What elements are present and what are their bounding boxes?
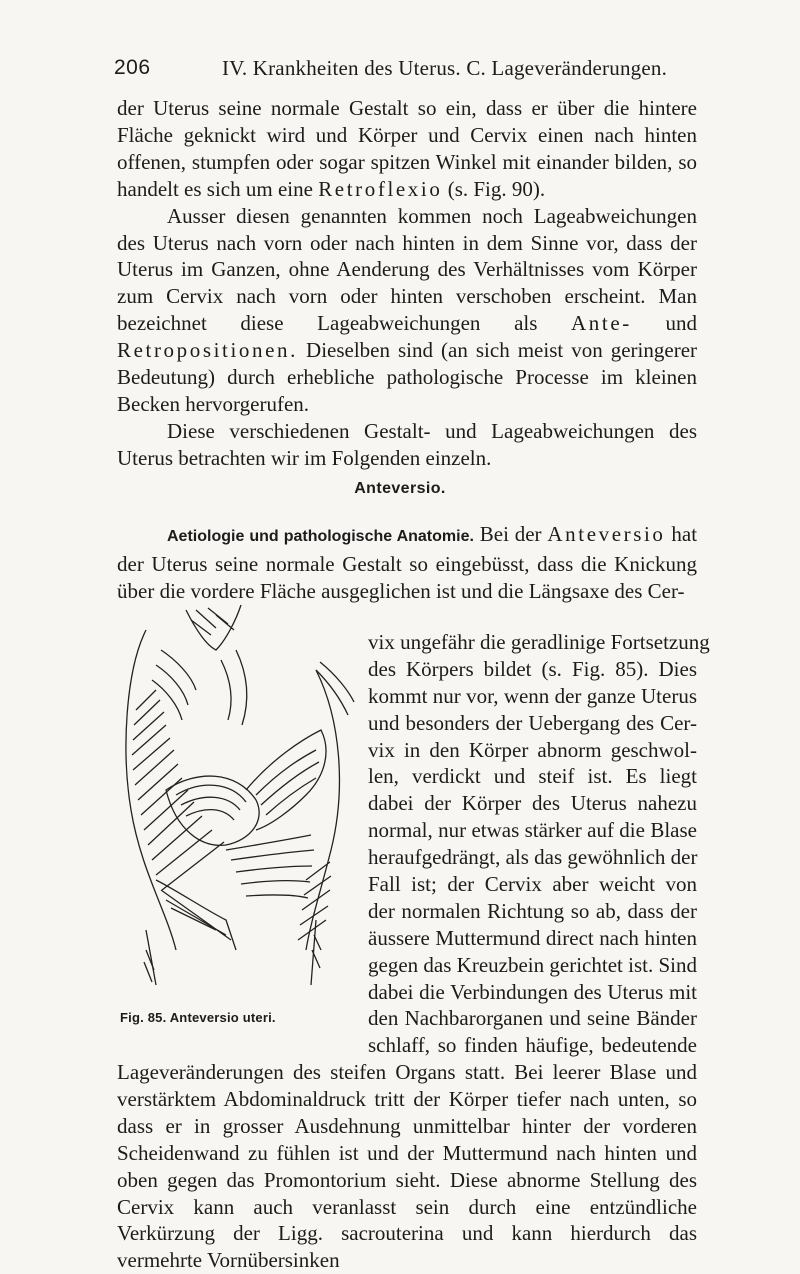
anatomical-engraving-icon: [116, 590, 356, 990]
paragraph-3: Diese verschiedenen Gestalt- und Lageabweichungen des Uterus betrachten wir im Folgenden einzeln.: [117, 418, 697, 470]
wrap-text: [368, 629, 710, 1059]
wrap-line: äussere Muttermund direct nach hinten: [368, 925, 697, 950]
figure-85: [116, 590, 356, 990]
wrap-line: Fall ist; der Cervix aber weicht von: [368, 872, 697, 897]
page-number: 206: [114, 56, 151, 79]
section-intro-paragraph: Aetiologie und pathologische Anatomie. Bei der Anteversio hat der Uterus seine normale Gestalt so eingebüsst, dass die Knickung über die vordere Fläche ausgeglichen ist und die Längsaxe des Cer-: [117, 522, 698, 603]
wrap-line: gegen das Kreuzbein gerichtet ist. Sind: [368, 952, 697, 977]
wrap-line: dabei die Verbindungen des Uterus mit: [368, 979, 697, 1004]
wrap-line: kommt nur vor, wenn der ganze Uterus: [368, 683, 697, 708]
body-text-bottom: [117, 1059, 697, 1274]
term-ante: Ante-: [571, 311, 632, 336]
wrap-line: heraufgedrängt, als das gewöhnlich der: [368, 845, 698, 870]
wrap-line: dabei der Körper des Uterus nahezu: [368, 791, 697, 816]
wrap-line: der normalen Richtung so ab, dass der: [368, 898, 697, 923]
page-header: [0, 50, 800, 90]
subhead: Aetiologie und pathologische Anatomie.: [167, 528, 474, 545]
final-paragraph: Lageveränderungen des steifen Organs statt. Bei leerer Blase und verstärktem Abdominaldruck tritt der Körper tiefer nach unten, so dass er in grosser Ausdehnung unmittelbar hinter der vorderen Scheidenwand zu fühlen ist und der Muttermund nach hinten und oben gegen das Promontorium sieht. Diese abnorme Stellung des Cervix kann auch veranlasst sein durch eine entzündliche Verkürzung der Ligg. sacrouterina und kann hierdurch das vermehrte Vornübersinken: [117, 1060, 697, 1273]
wrap-line: vix ungefähr die geradlinige Fortsetzung: [368, 630, 710, 654]
term-retroflexio: Retroflexio: [318, 176, 443, 201]
wrap-line: den Nachbarorganen und seine Bänder: [368, 1006, 697, 1031]
running-head: IV. Krankheiten des Uterus. C. Lageveränderungen.: [222, 56, 668, 80]
term-anteversio: Anteversio: [547, 522, 666, 546]
paragraph-1: der Uterus seine normale Gestalt so ein, dass er über die hintere Fläche geknickt wird und Körper und Cervix einen nach hinten offenen, stumpfen oder sogar spitzen Winkel mit einander bilden, so handelt es sich um eine Retroflexio (s. Fig. 90).: [117, 96, 697, 201]
section-title: Anteversio.: [354, 480, 446, 497]
figure-caption: Fig. 85. Anteversio uteri.: [120, 1010, 276, 1025]
term-retropositionen: Retropositionen.: [117, 338, 299, 363]
wrap-line: und besonders der Uebergang des Cer-: [368, 710, 697, 735]
wrap-line: len, verdickt und steif ist. Es liegt: [368, 764, 697, 789]
wrap-line: normal, nur etwas stärker auf die Blase: [368, 818, 697, 843]
wrap-line: des Körpers bildet (s. Fig. 85). Dies: [368, 656, 697, 681]
body-text-top: [117, 95, 697, 472]
paragraph-2: Ausser diesen genannten kommen noch Lageabweichungen des Uterus nach vorn oder nach hinten in dem Sinne vor, dass der Uterus im Ganzen, ohne Aenderung des Verhältnisses vom Körper zum Cervix nach vorn oder hinten verschoben erscheint. Man bezeichnet diese Lageabweichungen als Ante- und Retropositionen. Dieselben sind (an sich meist von geringerer Bedeutung) durch erhebliche pathologische Processe im kleinen Becken hervorgerufen.: [117, 203, 698, 416]
wrap-line: schlaff, so finden häufige, bedeutende: [368, 1033, 697, 1058]
wrap-line: vix in den Körper abnorm geschwol-: [368, 737, 697, 762]
